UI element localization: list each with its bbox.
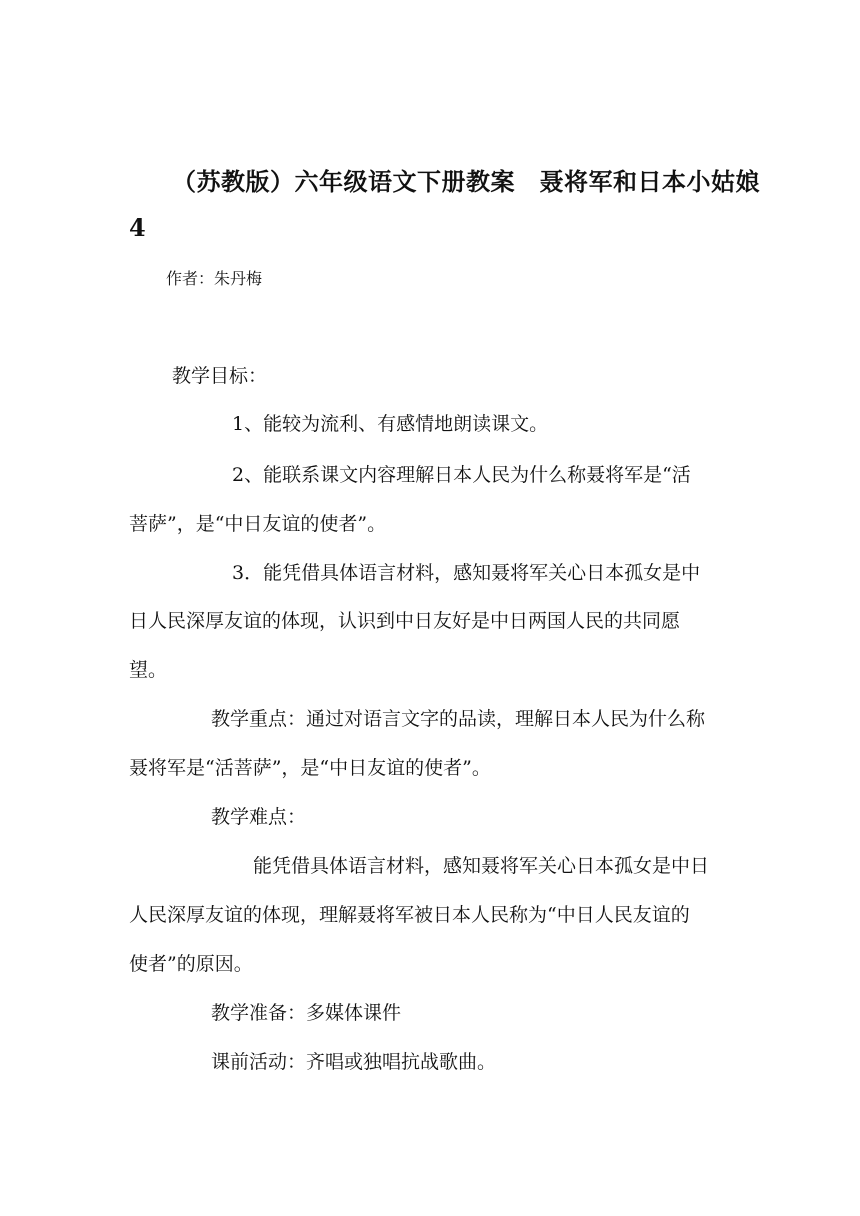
goal-1: 1、能较为流利、有感情地朗读课文。 [232, 413, 549, 435]
document-title-line-1: （苏教版）六年级语文下册教案 聂将军和日本小姑娘 [172, 167, 760, 196]
difficulty-heading: 教学难点： [211, 806, 307, 828]
teaching-prep: 教学准备：多媒体课件 [211, 1002, 402, 1024]
goal-3-line-2: 日人民深厚友谊的体现，认识到中日友好是中日两国人民的共同愿 [129, 610, 681, 632]
goal-3-line-3: 望。 [129, 659, 168, 681]
difficulty-line-2: 人民深厚友谊的体现，理解聂将军被日本人民称为“中日人民友谊的 [129, 904, 690, 926]
difficulty-line-1: 能凭借具体语言材料，感知聂将军关心日本孤女是中日 [253, 855, 710, 877]
goals-heading: 教学目标： [172, 365, 268, 387]
document-title-line-2: 4 [129, 213, 147, 242]
goal-3-line-1: 3．能凭借具体语言材料，感知聂将军关心日本孤女是中 [232, 562, 701, 584]
goal-2-line-1: 2、能联系课文内容理解日本人民为什么称聂将军是“活 [232, 464, 691, 486]
key-point-line-2: 聂将军是“活菩萨”，是“中日友谊的使者”。 [129, 757, 491, 779]
author-line: 作者：朱丹梅 [166, 269, 263, 288]
key-point-line-1: 教学重点：通过对语言文字的品读，理解日本人民为什么称 [211, 708, 706, 730]
difficulty-line-3: 使者”的原因。 [129, 953, 253, 975]
pre-class-activity: 课前活动：齐唱或独唱抗战歌曲。 [211, 1051, 497, 1073]
goal-2-line-2: 菩萨”，是“中日友谊的使者”。 [129, 513, 387, 535]
